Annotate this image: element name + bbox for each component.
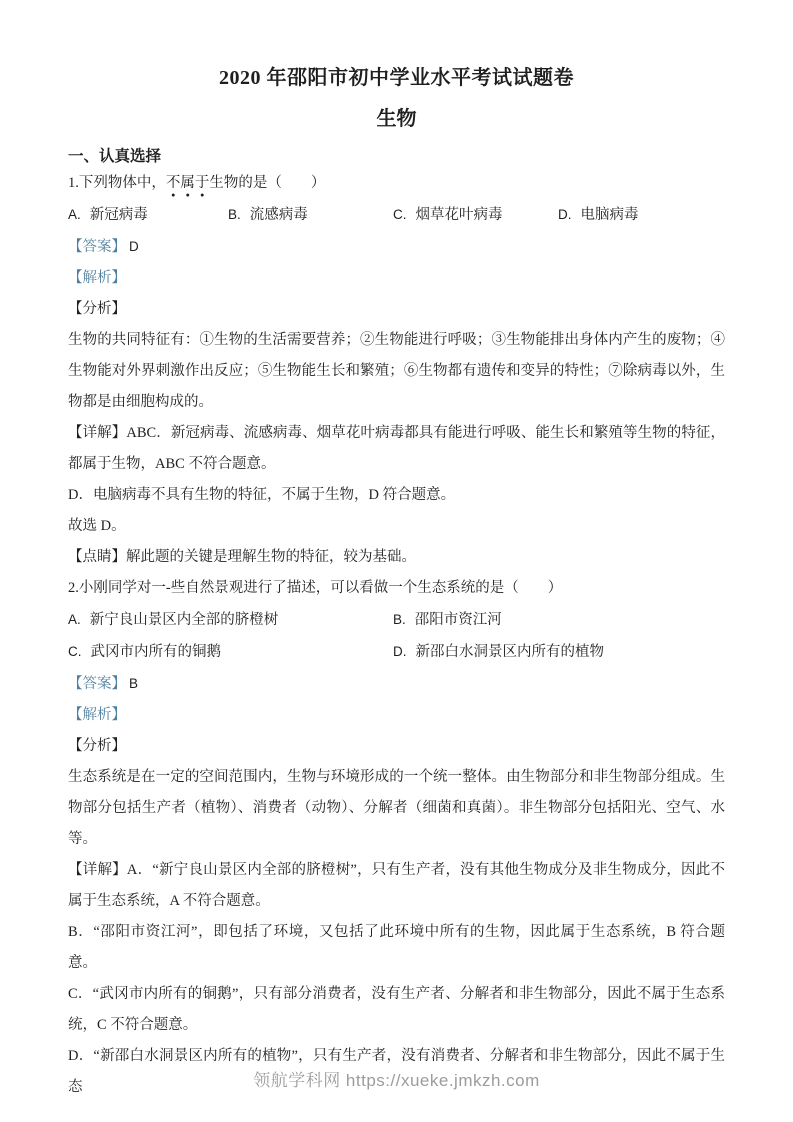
- q2-option-d: [393, 636, 725, 668]
- q2-jiexi-label: 【解析】: [68, 707, 126, 723]
- q1-answer-value: D: [129, 239, 139, 254]
- q2-option-d-label: D.: [393, 644, 407, 659]
- q1-detail-label: 【详解】: [68, 425, 127, 441]
- q2-option-c: [68, 636, 393, 668]
- q1-option-c-text: 烟草花叶病毒: [415, 207, 503, 223]
- q1-detail-abc-text: ABC．新冠病毒、流感病毒、烟草花叶病毒都具有能进行呼吸、能生长和繁殖等生物的特征，都属于生物，ABC 不符合题意。: [68, 425, 725, 472]
- q2-answer-line: [68, 668, 725, 700]
- q2-option-a-label: A.: [68, 612, 81, 627]
- q2-option-a-text: 新宁良山景区内全部的脐橙树: [89, 612, 279, 628]
- q2-fenxi-label: 【分析】: [68, 738, 126, 754]
- q2-jiexi-line: [68, 700, 725, 731]
- q1-detail-paragraph: [68, 418, 725, 480]
- q1-answer-label: 【答案】: [68, 239, 126, 255]
- q1-option-d: [558, 199, 725, 231]
- q2-answer-value: B: [129, 676, 139, 691]
- question-1-options: [68, 199, 725, 231]
- doc-title: 2020 年邵阳市初中学业水平考试试题卷: [219, 67, 574, 89]
- q1-jiexi-line: [68, 263, 725, 294]
- q2-option-b-text: 邵阳市资江河: [414, 612, 502, 628]
- site-watermark: 领航学科网 https://xueke.jmkzh.com: [253, 1071, 540, 1090]
- q1-option-b-text: 流感病毒: [249, 207, 308, 223]
- q1-detail-d-paragraph: D．电脑病毒不具有生物的特征，不属于生物，D 符合题意。: [68, 487, 456, 503]
- question-1-stem: [68, 168, 725, 199]
- q2-answer-label: 【答案】: [68, 676, 126, 692]
- q2-detail-a-paragraph: [68, 855, 725, 917]
- q1-option-a-label: A.: [68, 207, 81, 222]
- q1-option-d-text: 电脑病毒: [580, 207, 639, 223]
- q2-detail-c-paragraph: C．“武冈市内所有的铜鹅”，只有部分消费者，没有生产者、分解者和非生物部分，因此不属于生态系统，C 不符合题意。: [68, 986, 725, 1033]
- q1-dianjing-line: [68, 542, 725, 573]
- q1-analysis-paragraph: 生物的共同特征有：①生物的生活需要营养；②生物能进行呼吸；③生物能排出身体内产生的废物；④生物能对外界刺激作出反应；⑤生物能生长和繁殖；⑥生物都有遗传和变异的特性；⑦除病毒以外，生物都是由细胞构成的。: [68, 332, 725, 410]
- q2-option-b-label: B.: [393, 612, 406, 627]
- q2-option-a: [68, 604, 393, 636]
- question-2-options-row-2: [68, 636, 725, 668]
- q2-detail-b-paragraph: B．“邵阳市资江河”，即包括了环境，又包括了此环境中所有的生物，因此属于生态系统，B 符合题意。: [68, 924, 725, 971]
- q1-stem-emphasized-text: 不属于: [165, 175, 210, 191]
- q1-jiexi-label: 【解析】: [68, 270, 126, 286]
- q1-option-a-text: 新冠病毒: [89, 207, 148, 223]
- q1-conclusion-line: 故选 D。: [68, 518, 126, 534]
- q1-option-b: [228, 199, 393, 231]
- doc-subject: 生物: [376, 108, 417, 130]
- q1-option-b-label: B.: [228, 207, 241, 222]
- question-2-stem: 2.小刚同学对一-些自然景观进行了描述，可以看做一个生态系统的是（ ）: [68, 580, 563, 596]
- q2-option-c-text: 武冈市内所有的铜鹅: [90, 644, 221, 660]
- q1-stem-suffix: 生物的是（ ）: [209, 175, 326, 191]
- q2-detail-a-text: A．“新宁良山景区内全部的脐橙树”，只有生产者，没有其他生物成分及非生物成分，因此不属于生态系统，A 不符合题意。: [68, 862, 725, 909]
- q1-fenxi-line: [68, 294, 725, 325]
- q1-dianjing-label: 【点睛】: [68, 549, 126, 565]
- q1-answer-line: [68, 231, 725, 263]
- q2-option-b: [393, 604, 725, 636]
- q1-dianjing-text: 解此题的关键是理解生物的特征，较为基础。: [126, 549, 416, 565]
- q1-fenxi-label: 【分析】: [68, 301, 126, 317]
- q1-option-a: [68, 199, 228, 231]
- q2-analysis-paragraph: 生态系统是在一定的空间范围内，生物与环境形成的一个统一整体。由生物部分和非生物部分组成。生物部分包括生产者（植物）、消费者（动物）、分解者（细菌和真菌）。非生物部分包括阳光、空气、水等。: [68, 769, 725, 847]
- q1-option-c: [393, 199, 558, 231]
- q2-fenxi-line: [68, 731, 725, 762]
- question-2-options-row-1: [68, 604, 725, 636]
- q1-stem-prefix: 1.下列物体中，: [68, 175, 166, 191]
- q1-option-d-label: D.: [558, 207, 572, 222]
- q2-detail-d-paragraph: D．“新邵白水洞景区内所有的植物”，只有生产者，没有消费者、分解者和非生物部分，因此不属于生态: [68, 1048, 725, 1095]
- q1-option-c-label: C.: [393, 207, 407, 222]
- section-heading: 一、认真选择: [68, 148, 162, 165]
- q2-option-d-text: 新邵白水洞景区内所有的植物: [415, 644, 604, 660]
- q2-detail-label: 【详解】: [68, 862, 127, 878]
- q2-option-c-label: C.: [68, 644, 82, 659]
